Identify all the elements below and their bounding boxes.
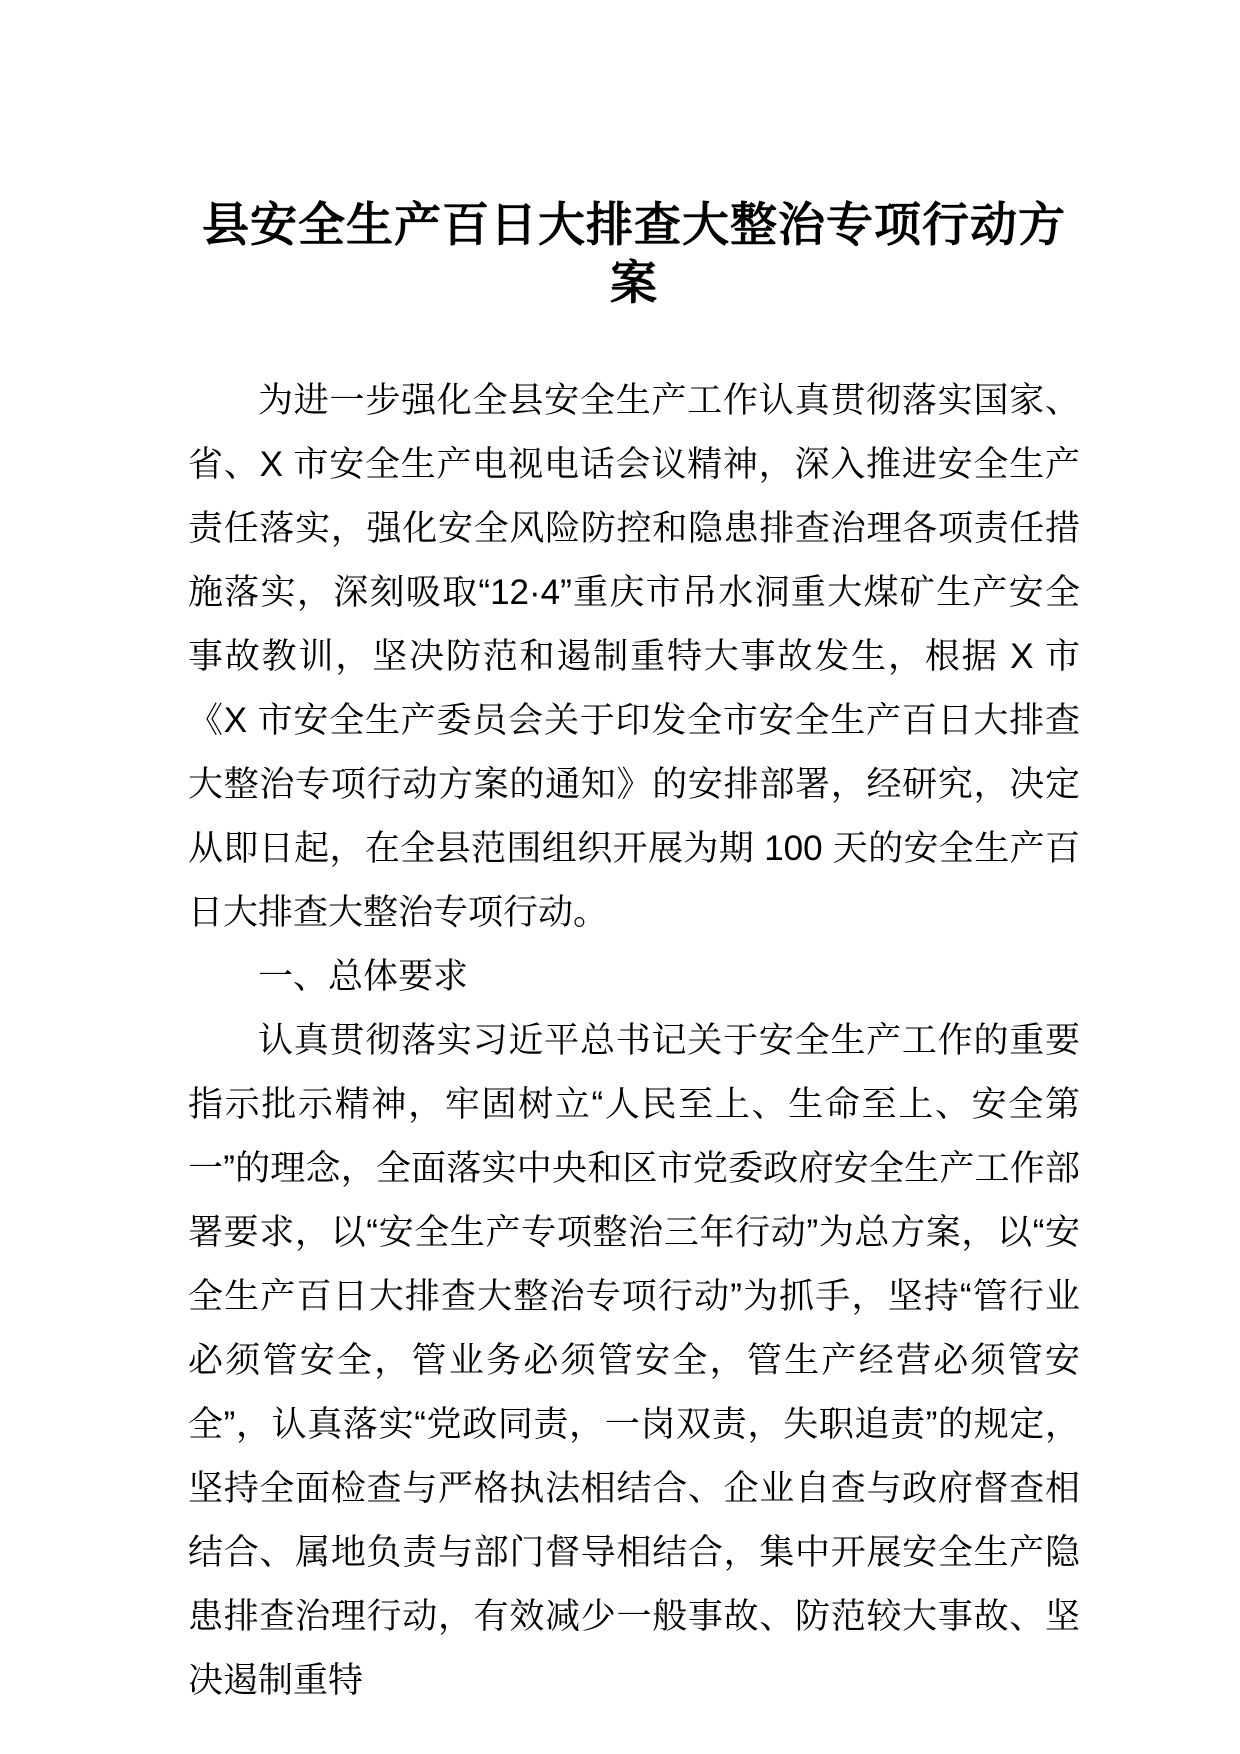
document-content — [188, 0, 1080, 1713]
document-title: 县安全生产百日大排查大整治专项行动方案 — [202, 198, 1066, 309]
paragraph-intro: 为进一步强化全县安全生产工作认真贯彻落实国家、省、X 市安全生产电视电话会议精神，深入推进安全生产责任落实，强化安全风险防控和隐患排查治理各项责任措施落实，深刻吸取“12·4”重庆市吊水洞重大煤矿生产安全事故教训，坚决防范和遏制重特大事故发生，根据 X 市《X 市安全生产委员会关于印发全市安全生产百日大排查大整治专项行动方案的通知》的安排部署，经研究，决定从即日起，在全县范围组织开展为期 100 天的安全生产百日大排查大整治专项行动。 — [188, 381, 1080, 932]
paragraph-overall-requirements: 认真贯彻落实习近平总书记关于安全生产工作的重要指示批示精神，牢固树立“人民至上、生命至上、安全第一”的理念，全面落实中央和区市党委政府安全生产工作部署要求，以“安全生产专项整治三年行动”为总方案，以“安全生产百日大排查大整治专项行动”为抓手，坚持“管行业必须管安全，管业务必须管安全，管生产经营必须管安全”，认真落实“党政同责，一岗双责，失职追责”的规定，坚持全面检查与严格执法相结合、企业自查与政府督查相结合、属地负责与部门督导相结合，集中开展安全生产隐患排查治理行动，有效减少一般事故、防范较大事故、坚决遏制重特 — [188, 1021, 1080, 1700]
section-heading-overall-requirements: 一、总体要求 — [258, 957, 469, 996]
